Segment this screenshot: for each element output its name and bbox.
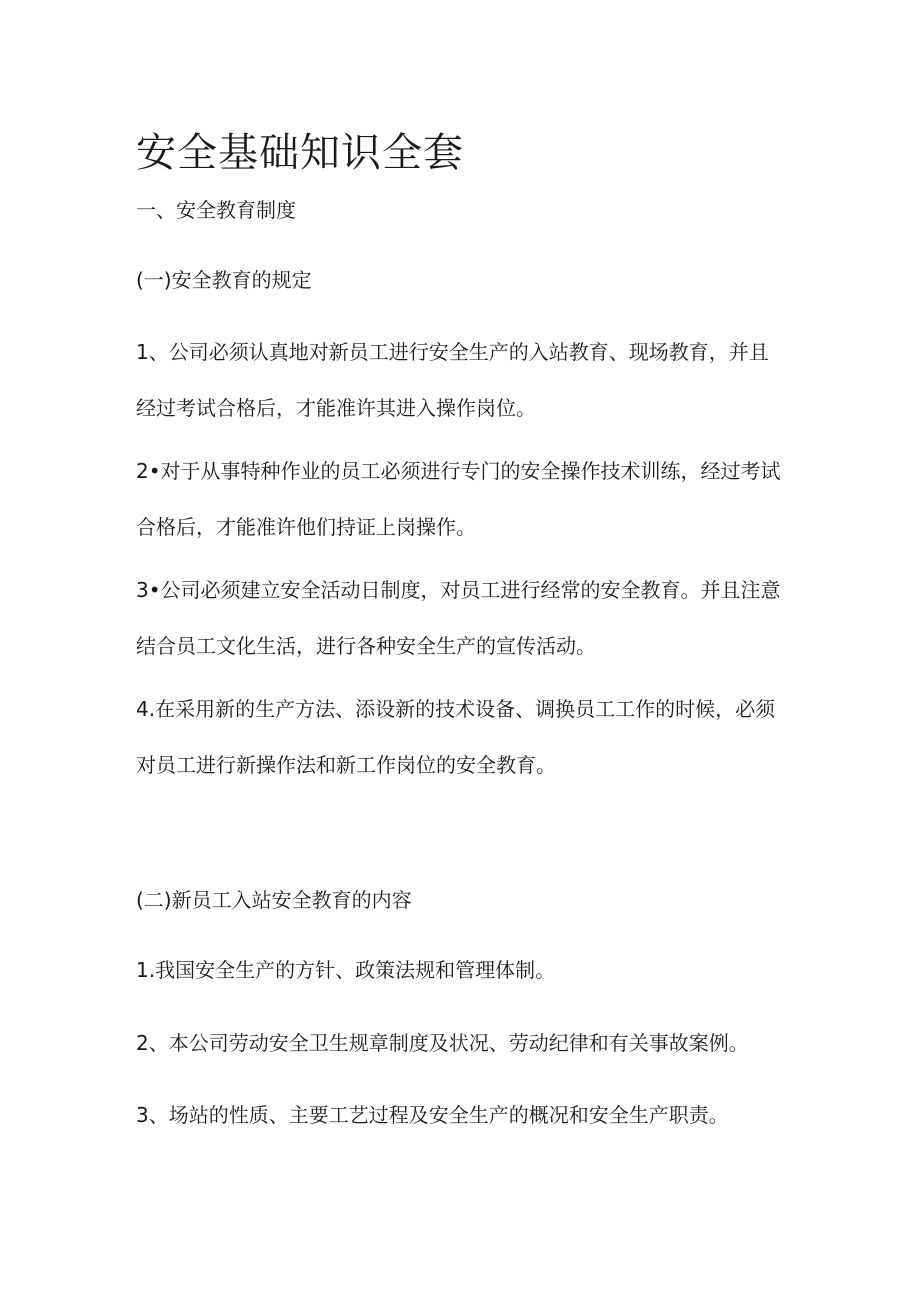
paragraph: 2•对于从事特种作业的员工必须进行专门的安全操作技术训练，经过考试合格后，才能准许他们持证上岗操作。 xyxy=(136,459,781,539)
paragraph: 4.在采用新的生产方法、添设新的技术设备、调换员工工作的时候，必须对员工进行新操作法和新工作岗位的安全教育。 xyxy=(136,697,776,777)
paragraph: 1、公司必须认真地对新员工进行安全生产的入站教育、现场教育，并且经过考试合格后，才能准许其进入操作岗位。 xyxy=(136,340,769,420)
list-item: 1.我国安全生产的方针、政策法规和管理体制。 xyxy=(136,958,556,982)
document-title: 安全基础知识全套 xyxy=(136,130,464,176)
list-item: 2、本公司劳动安全卫生规章制度及状况、劳动纪律和有关事故案例。 xyxy=(136,1031,749,1055)
list-item: 3、场站的性质、主要工艺过程及安全生产的概况和安全生产职责。 xyxy=(136,1103,729,1127)
subsection-heading: (一)安全教育的规定 xyxy=(136,268,312,292)
paragraph: 3•公司必须建立安全活动日制度，对员工进行经常的安全教育。并且注意结合员工文化生活，进行各种安全生产的宣传活动。 xyxy=(136,578,781,658)
subsection-heading: (二)新员工入站安全教育的内容 xyxy=(136,888,412,912)
section-heading: 一、安全教育制度 xyxy=(136,198,296,222)
